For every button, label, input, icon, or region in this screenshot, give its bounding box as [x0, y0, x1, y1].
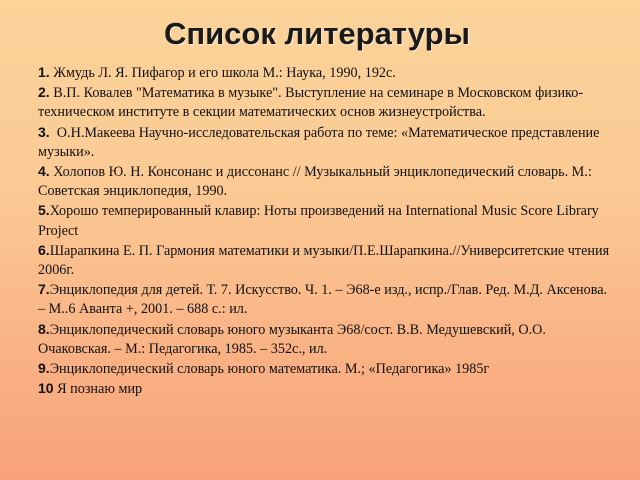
- reference-number: 6.: [38, 241, 50, 258]
- reference-text: В.П. Ковалев "Математика в музыке". Выступление на семинаре в Московском физико-техническом институте в секции математических основ жизнеустройства.: [38, 85, 584, 121]
- reference-item-4: [38, 162, 610, 201]
- reference-item-6: [38, 241, 610, 280]
- reference-text: Холопов Ю. Н. Консонанс и диссонанс // Музыкальный энциклопедический словарь. М.: Советская энциклопедия, 1990.: [38, 164, 592, 200]
- reference-item-7: [38, 280, 610, 319]
- reference-text: Жмудь Л. Я. Пифагор и его школа М.: Наука, 1990, 192с.: [53, 65, 396, 81]
- reference-item-2: [38, 83, 610, 122]
- reference-item-8: [38, 320, 610, 359]
- reference-list: [38, 63, 610, 399]
- reference-number: 2.: [38, 84, 50, 101]
- slide-title: Список литературы: [163, 16, 471, 51]
- reference-item-1: [38, 63, 610, 83]
- reference-number: 9.: [38, 360, 50, 377]
- reference-item-5: [38, 201, 610, 240]
- reference-text: Шарапкина Е. П. Гармония математики и музыки/П.Е.Шарапкина.//Университетские чтения 2006г.: [38, 242, 610, 279]
- reference-number: 3.: [38, 123, 50, 140]
- reference-text: О.Н.Макеева Научно-исследовательская работа по теме: «Математическое представление музыки».: [38, 124, 600, 160]
- reference-number: 5.: [38, 202, 50, 219]
- reference-number: 4.: [38, 163, 50, 180]
- reference-separator: [50, 125, 57, 141]
- reference-number: 8.: [38, 320, 50, 337]
- reference-text: Энциклопедический словарь юного музыканта Э68/сост. В.В. Медушевский, О.О. Очаковская. – М.: Педагогика, 1985. – 352с., ил.: [38, 321, 546, 357]
- reference-item-9: [38, 359, 610, 379]
- reference-item-10: [38, 379, 610, 399]
- reference-number: 7.: [38, 281, 50, 298]
- reference-text: Энциклопедия для детей. Т. 7. Искусство. Ч. 1. – Э68-е изд., испр./Глав. Ред. М.Д. Аксенова. – М..6 Аванта +, 2001. – 688 с.: ил.: [38, 282, 608, 318]
- reference-text: Хорошо темперированный клавир: Ноты произведений на International Music Score Library Project: [38, 203, 599, 239]
- reference-number: 1.: [38, 64, 50, 80]
- reference-item-3: [38, 123, 610, 162]
- reference-text: Я познаю мир: [57, 381, 143, 398]
- reference-number: 10: [38, 380, 54, 397]
- reference-text: Энциклопедический словарь юного математика. М.; «Педагогика» 1985г: [49, 361, 490, 378]
